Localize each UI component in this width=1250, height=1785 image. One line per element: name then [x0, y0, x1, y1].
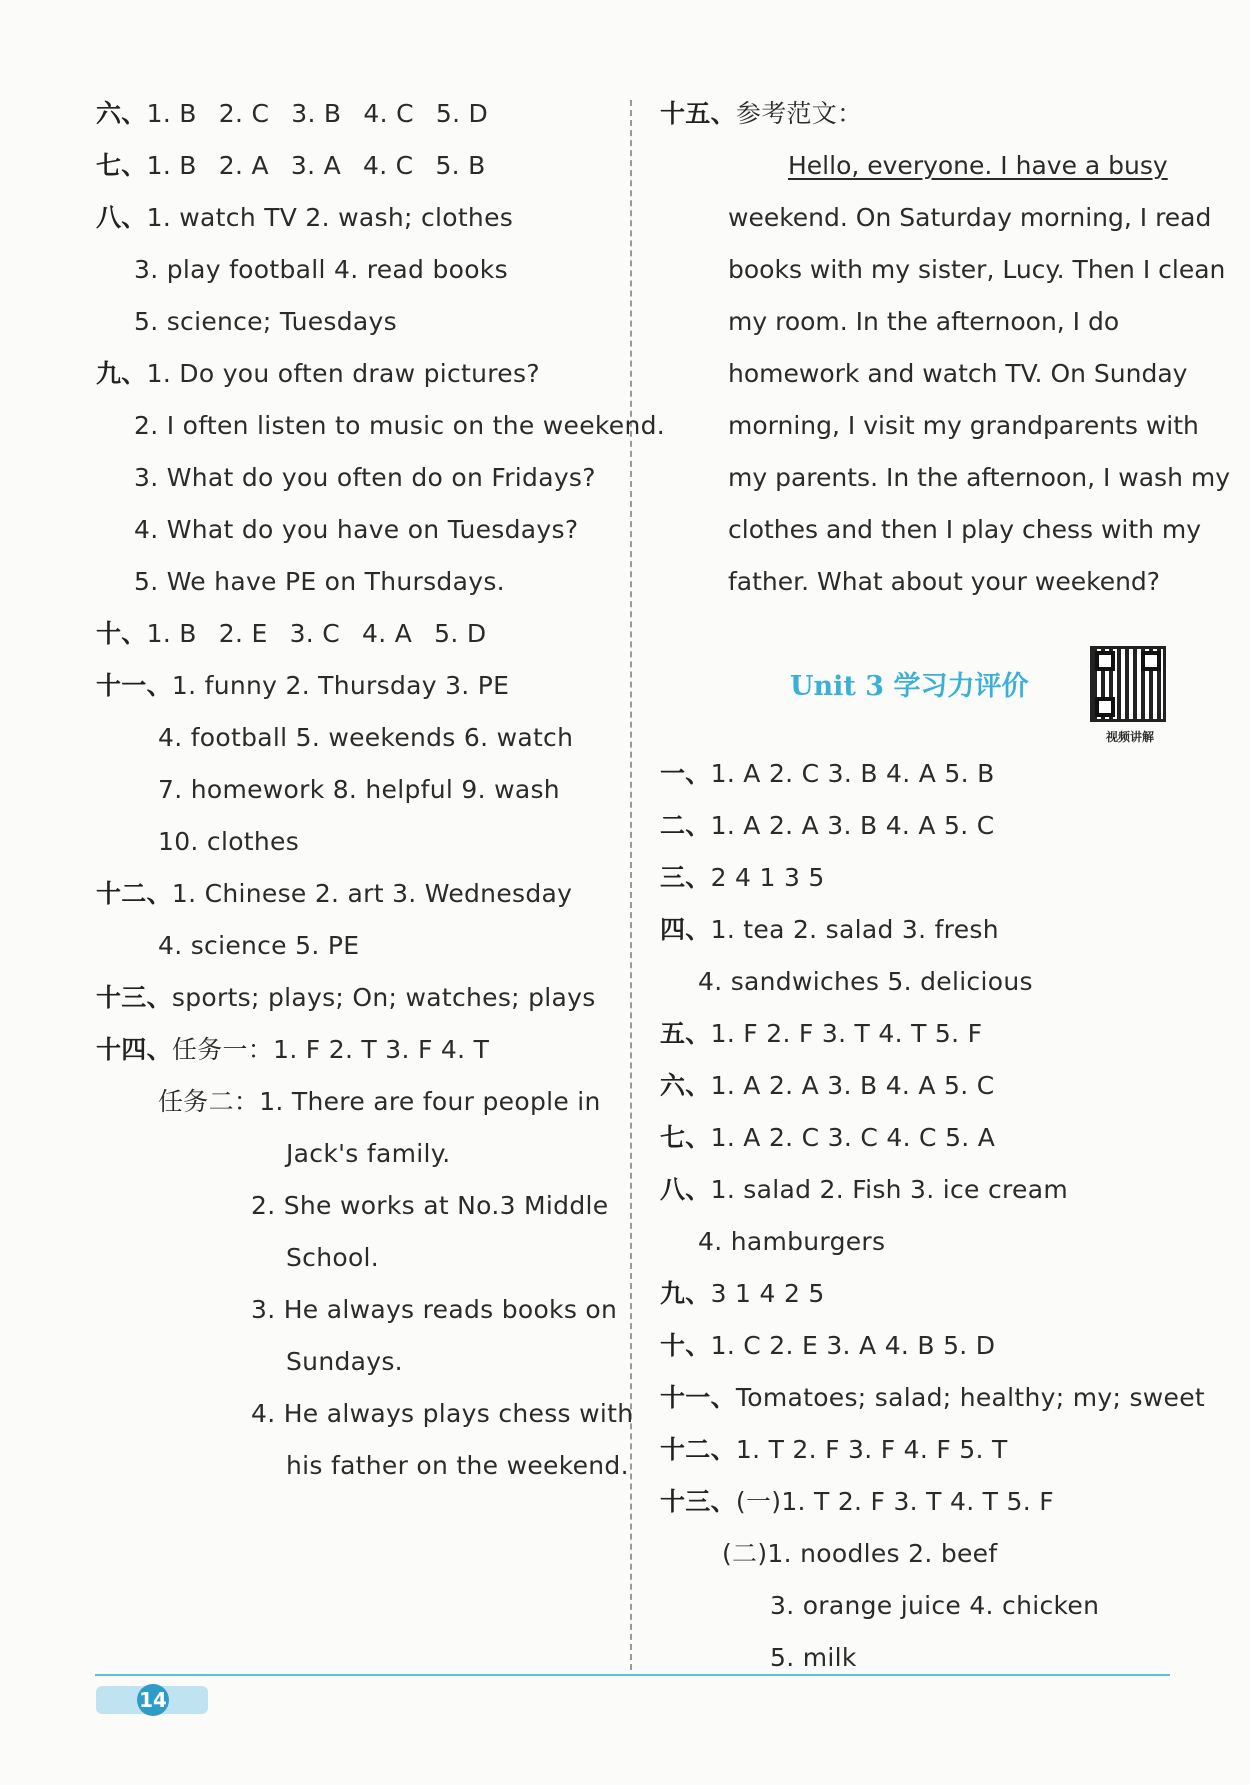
- answer-line: 4. science 5. PE: [158, 931, 360, 960]
- essay-line: morning, I visit my grandparents with: [728, 411, 1199, 440]
- answer-line: 九、3 1 4 2 5: [660, 1279, 825, 1308]
- answer-line: Sundays.: [286, 1347, 403, 1376]
- column-divider: [630, 100, 632, 1670]
- answer-line: 任务二：1. There are four people in: [158, 1087, 601, 1116]
- answer-line: 七、1. B 2. A 3. A 4. C 5. B: [96, 151, 486, 180]
- answer-line: 2. I often listen to music on the weekend.: [134, 411, 666, 440]
- unit-title: Unit 3 学习力评价: [790, 671, 1029, 702]
- answer-line: 5. We have PE on Thursdays.: [134, 567, 505, 596]
- answer-line: 六、1. A 2. A 3. B 4. A 5. C: [660, 1071, 995, 1100]
- answer-line: 十四、任务一：1. F 2. T 3. F 4. T: [96, 1035, 490, 1064]
- essay-line: weekend. On Saturday morning, I read: [728, 203, 1212, 232]
- answer-line: 三、2 4 1 3 5: [660, 863, 825, 892]
- answer-line: 十二、1. T 2. F 3. F 4. F 5. T: [660, 1435, 1008, 1464]
- qr-label: 视频讲解: [1105, 730, 1154, 744]
- answer-line: 3. play football 4. read books: [134, 255, 508, 284]
- essay-line: homework and watch TV. On Sunday: [728, 359, 1188, 388]
- answer-line: 2. She works at No.3 Middle: [251, 1191, 609, 1220]
- answer-line: 7. homework 8. helpful 9. wash: [158, 775, 560, 804]
- answer-line: 十、1. B 2. E 3. C 4. A 5. D: [96, 619, 487, 648]
- answer-line: 3. He always reads books on: [251, 1295, 618, 1324]
- answer-line: 七、1. A 2. C 3. C 4. C 5. A: [660, 1123, 996, 1152]
- answer-line: (二)1. noodles 2. beef: [722, 1539, 998, 1568]
- answer-line: 4. What do you have on Tuesdays?: [134, 515, 579, 544]
- answer-line: 十一、Tomatoes; salad; healthy; my; sweet: [660, 1383, 1205, 1412]
- answer-line: 四、1. tea 2. salad 3. fresh: [660, 915, 999, 944]
- answer-line: 4. hamburgers: [698, 1227, 886, 1256]
- answer-line: 八、1. salad 2. Fish 3. ice cream: [660, 1175, 1069, 1204]
- answer-line: 10. clothes: [158, 827, 300, 856]
- answer-line: 十一、1. funny 2. Thursday 3. PE: [96, 671, 510, 700]
- answer-line: 二、1. A 2. A 3. B 4. A 5. C: [660, 811, 995, 840]
- answer-line: 十三、sports; plays; On; watches; plays: [96, 983, 596, 1012]
- essay-heading: 十五、参考范文：: [660, 99, 863, 128]
- essay-line: clothes and then I play chess with my: [728, 515, 1202, 544]
- answer-line: 4. football 5. weekends 6. watch: [158, 723, 574, 752]
- answer-line: 4. He always plays chess with: [251, 1399, 634, 1428]
- answer-line: his father on the weekend.: [286, 1451, 629, 1480]
- answer-line: 六、1. B 2. C 3. B 4. C 5. D: [96, 99, 489, 128]
- answer-line: 十、1. C 2. E 3. A 4. B 5. D: [660, 1331, 996, 1360]
- qr-code-icon[interactable]: [1090, 646, 1166, 722]
- answer-line: 十二、1. Chinese 2. art 3. Wednesday: [96, 879, 573, 908]
- footer-rule: [95, 1674, 1170, 1676]
- page-number: 14: [137, 1684, 169, 1716]
- answer-line: 五、1. F 2. F 3. T 4. T 5. F: [660, 1019, 983, 1048]
- answer-line: School.: [286, 1243, 380, 1272]
- answer-line: 3. orange juice 4. chicken: [770, 1591, 1100, 1620]
- answer-line: 八、1. watch TV 2. wash; clothes: [96, 203, 514, 232]
- answer-line: 5. science; Tuesdays: [134, 307, 397, 336]
- essay-line: books with my sister, Lucy. Then I clean: [728, 255, 1226, 284]
- essay-line: father. What about your weekend?: [728, 567, 1161, 596]
- answer-line: 4. sandwiches 5. delicious: [698, 967, 1033, 996]
- answer-line: 3. What do you often do on Fridays?: [134, 463, 596, 492]
- answer-line: 5. milk: [770, 1643, 857, 1672]
- essay-line: my room. In the afternoon, I do: [728, 307, 1120, 336]
- essay-line: Hello, everyone. I have a busy: [788, 151, 1168, 180]
- essay-line: my parents. In the afternoon, I wash my: [728, 463, 1231, 492]
- answer-line: 九、1. Do you often draw pictures?: [96, 359, 540, 388]
- answer-line: 一、1. A 2. C 3. B 4. A 5. B: [660, 759, 995, 788]
- answer-line: 十三、(一)1. T 2. F 3. T 4. T 5. F: [660, 1487, 1054, 1516]
- answer-line: Jack's family.: [286, 1139, 451, 1168]
